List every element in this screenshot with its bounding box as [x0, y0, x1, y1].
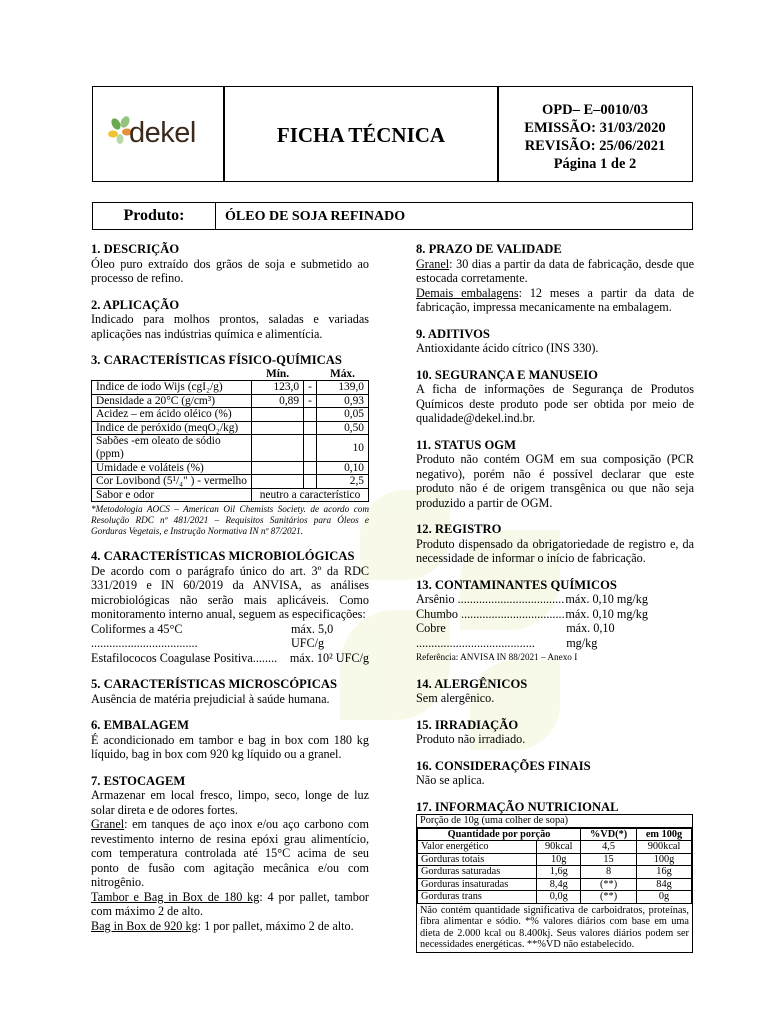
reference-note: Referência: ANVISA IN 88/2021 – Anexo I	[416, 652, 578, 662]
nutrient-name: Gorduras trans	[418, 891, 537, 904]
section-registro	[416, 522, 694, 566]
section-title: 14. ALERGÊNICOS	[416, 676, 528, 691]
min-value	[252, 421, 304, 435]
min-value: 0,89	[252, 394, 304, 408]
section-title: 12. REGISTRO	[416, 522, 502, 536]
table-row	[92, 475, 369, 489]
header-quantity: Quantidade por porção	[418, 828, 581, 841]
nutrient-quantity: 8,4g	[537, 878, 581, 891]
nutrient-name: Valor energético	[418, 841, 537, 854]
section-descricao	[91, 242, 369, 286]
range-dash: -	[304, 394, 317, 408]
section-ogm	[416, 438, 694, 511]
nutrient-per-100g: 16g	[637, 866, 692, 879]
table-row	[92, 408, 369, 422]
section-text: É acondicionado em tambor e bag in box com 180 kg líquido, bag in box com 920 kg líquido ou a granel.	[91, 732, 369, 762]
section-consideracoes	[416, 759, 694, 788]
contaminant-label: Chumbo ..................................	[416, 606, 565, 621]
sabor-value: neutro a característico	[252, 488, 369, 502]
product-label: Produto:	[93, 203, 216, 229]
table-row	[92, 394, 369, 408]
granel-label: Granel	[91, 817, 125, 832]
col-min-header: Mín.	[265, 367, 290, 380]
section-text: Óleo puro extraído dos grãos de soja e submetido ao processo de refino.	[91, 256, 369, 285]
section-title: 1. DESCRIÇÃO	[91, 242, 180, 256]
section-title: 16. CONSIDERAÇÕES FINAIS	[416, 758, 591, 773]
spec-line	[91, 651, 369, 666]
spec-line	[91, 622, 369, 651]
contaminant-value: máx. 0,10 mg/kg	[566, 621, 615, 650]
nutrition-facts-box	[416, 814, 693, 953]
section-text: A ficha de informações de Segurança de Produtos Químicos deste produto pode ser obtida por meio de qualidade@dekel.ind.br.	[416, 382, 694, 425]
product-name: ÓLEO DE SOJA REFINADO	[225, 209, 406, 224]
document-header	[92, 86, 693, 182]
contaminant-value: máx. 0,10 mg/kg	[565, 592, 648, 606]
section-aplicacao	[91, 298, 369, 342]
document-code: OPD– E–0010/03	[542, 102, 648, 118]
demais-paragraph	[416, 286, 694, 315]
nutrient-quantity: 90kcal	[537, 841, 581, 854]
bag-text: : 1 por pallet, máximo 2 de alto.	[197, 918, 354, 933]
section-seguranca	[416, 368, 694, 426]
section-text: Produto não contém OGM em sua composição (PCR negativo), porém não é possível declarar que este produto não é de origem transgênica ou que não seja produzido a partir de OGM.	[416, 452, 694, 510]
max-value: 2,5	[316, 475, 368, 489]
spec-label: Coliformes a 45°C ...................................	[91, 621, 198, 651]
min-value	[252, 435, 304, 461]
max-value: 139,0	[316, 381, 368, 395]
table-row	[418, 878, 692, 891]
min-value	[252, 475, 304, 489]
nutrient-per-100g: 84g	[637, 878, 692, 891]
methodology-note: *Metodologia AOCS – American Oil Chemists Society. de acordo com Resolução RDC nº 481/2021 – Requisitos Sanitários para Óleos e Gorduras Vegetais, e Instrução Normativa IN nº 87/2021.	[91, 504, 369, 537]
demais-label: Demais embalagens	[416, 285, 519, 300]
granel-text: : em tanques de aço inox e/ou aço carbono com revestimento interno de resina epóxi grau alimentício, com temperatura controlada até 15°C acima de seu ponto de fusão com agitação mecânica e/ou com nitrogênio.	[91, 817, 369, 890]
section-text: De acordo com o parágrafo único do art. 3º da RDC 331/2019 e IN 60/2019 da ANVISA, as análises microbiológicas não serão mais aplicáveis. Como monitoramento interno anual, seguem as especificações:	[91, 563, 369, 622]
section-text: Não se aplica.	[416, 773, 485, 787]
table-row	[418, 891, 692, 904]
spec-value: máx. 10² UFC/g	[289, 650, 369, 665]
range-dash	[304, 475, 317, 489]
nutrient-vd: (**)	[581, 891, 637, 904]
section-title: 6. EMBALAGEM	[91, 718, 189, 733]
tambor-text: : 4 por pallet, tambor com máximo 2 de alto.	[91, 889, 369, 919]
contaminant-line	[416, 621, 648, 650]
granel-paragraph	[416, 257, 694, 286]
range-dash	[304, 435, 317, 461]
param-label: Sabões -em oleato de sódio (ppm)	[92, 435, 252, 461]
section-title: 11. STATUS OGM	[416, 437, 516, 452]
max-value: 10	[316, 435, 368, 461]
section-text: Ausência de matéria prejudicial à saúde humana.	[91, 691, 330, 706]
table-row	[92, 421, 369, 435]
max-value: 0,50	[316, 421, 368, 435]
portion-size: Porção de 10g (uma colher de sopa)	[417, 815, 692, 828]
nutrient-per-100g: 100g	[637, 853, 692, 866]
document-control-info	[498, 101, 692, 173]
product-bar	[92, 202, 693, 230]
section-estocagem	[91, 774, 369, 934]
header-vd: %VD(*)	[581, 828, 637, 841]
section-title: 13. CONTAMINANTES QUÍMICOS	[416, 577, 617, 592]
section-title: 7. ESTOCAGEM	[91, 773, 186, 788]
section-text: Indicado para molhos prontos, saladas e variadas aplicações nas indústrias química e alimentícia.	[91, 312, 369, 341]
document-title: FICHA TÉCNICA	[276, 122, 446, 147]
section-contaminantes	[416, 578, 694, 665]
section-title: 4. CARACTERÍSTICAS MICROBIOLÓGICAS	[91, 549, 355, 564]
table-row	[418, 841, 692, 854]
tambor-label: Tambor e Bag in Box de 180 kg	[91, 889, 260, 904]
granel-text: : 30 dias a partir da data de fabricação, desde que estocada corretamente.	[416, 256, 694, 285]
dekel-logo	[107, 115, 207, 155]
emission-date: EMISSÃO: 31/03/2020	[524, 120, 666, 136]
physicochemical-table	[91, 368, 369, 503]
max-value: 0,93	[316, 394, 368, 408]
section-aditivos	[416, 327, 694, 356]
bag-paragraph	[91, 919, 369, 934]
range-dash	[304, 461, 317, 475]
section-title: 3. CARACTERÍSTICAS FÍSICO-QUÍMICAS	[91, 353, 342, 367]
nutrient-vd: 8	[581, 866, 637, 879]
param-label: Acidez – em ácido oléico (%)	[92, 408, 252, 422]
nutrition-table	[417, 828, 692, 904]
section-title: 10. SEGURANÇA E MANUSEIO	[416, 367, 598, 382]
section-nutricional	[416, 800, 694, 953]
range-dash	[304, 408, 317, 422]
section-title: 2. APLICAÇÃO	[91, 297, 180, 312]
nutrient-vd: (**)	[581, 878, 637, 891]
spec-label: Estafilococos Coagulase Positiva........	[91, 650, 278, 665]
spec-value: máx. 5,0 UFC/g	[290, 621, 334, 651]
min-value: 123,0	[252, 381, 304, 395]
nutrient-vd: 15	[581, 853, 637, 866]
nutrient-quantity: 10g	[537, 853, 581, 866]
section-alergenicos	[416, 677, 694, 706]
param-label: Índice de peróxido (meqO₂/kg)	[92, 421, 252, 435]
section-validade	[416, 242, 694, 315]
nutrition-footnote: Não contém quantidade significativa de carboidratos, proteínas, fibra alimentar e sódio. *% valores diários com base em uma dieta de 2.000 kcal ou 8.400kj. Seus valores diários podem ser necessidades energéticas. **%VD não estabelecido.	[420, 904, 689, 950]
revision-date: REVISÃO: 25/06/2021	[524, 138, 666, 154]
max-value: 0,10	[316, 461, 368, 475]
bag-label: Bag in Box de 920 kg	[91, 918, 198, 933]
section-embalagem	[91, 718, 369, 762]
min-value	[252, 461, 304, 475]
section-text: Sem alergênico.	[416, 691, 495, 705]
left-column	[91, 242, 369, 945]
contaminant-line	[416, 592, 648, 607]
section-title: 5. CARACTERÍSTICAS MICROSCÓPICAS	[91, 677, 337, 692]
table-row	[418, 853, 692, 866]
table-row	[92, 461, 369, 475]
contaminant-label: Cobre .......................................	[416, 621, 535, 650]
max-value: 0,05	[316, 408, 368, 422]
page-number: Página 1 de 2	[553, 156, 637, 172]
param-label: Densidade a 20°C (g/cm³)	[92, 394, 252, 408]
contaminant-label: Arsênio ...................................	[416, 592, 565, 606]
contaminant-value: máx. 0,10 mg/kg	[565, 606, 648, 621]
section-text: Armazenar em local fresco, limpo, seco, longe de luz solar direta e de odores fortes.	[91, 788, 369, 817]
col-max-header: Máx.	[329, 367, 355, 380]
section-title: 15. IRRADIAÇÃO	[416, 717, 519, 732]
tambor-paragraph	[91, 890, 369, 919]
table-row	[418, 866, 692, 879]
section-fisico-quimicas	[91, 353, 369, 537]
nutrient-name: Gorduras insaturadas	[418, 878, 537, 891]
nutrient-per-100g: 900kcal	[637, 841, 692, 854]
section-microscopicas	[91, 677, 369, 706]
range-dash: -	[304, 381, 317, 395]
right-column	[416, 242, 694, 953]
table-row	[92, 435, 369, 461]
nutrient-quantity: 1,6g	[537, 866, 581, 879]
param-label: Cor Lovibond (5¹/₄" ) - vermelho	[92, 475, 252, 489]
section-irradiacao	[416, 718, 694, 747]
param-label: Umidade e voláteis (%)	[92, 461, 252, 475]
table-row	[92, 381, 369, 395]
section-title: 9. ADITIVOS	[416, 326, 490, 341]
granel-paragraph	[91, 817, 369, 890]
nutrient-name: Gorduras saturadas	[418, 866, 537, 879]
nutrient-name: Gorduras totais	[418, 853, 537, 866]
section-microbiologicas	[91, 549, 369, 665]
section-text: Produto dispensado da obrigatoriedade de registro e, da necessidade de informar o início de fabricação.	[416, 536, 694, 565]
header-100g: em 100g	[637, 828, 692, 841]
nutrient-per-100g: 0g	[637, 891, 692, 904]
section-text: Produto não irradiado.	[416, 732, 526, 746]
param-label: Índice de iodo Wijs (cgI₂/g)	[92, 381, 252, 395]
logo-wordmark: dekel	[129, 117, 196, 149]
section-title: 17. INFORMAÇÃO NUTRICIONAL	[416, 799, 619, 814]
nutrient-quantity: 0,0g	[537, 891, 581, 904]
range-dash	[304, 421, 317, 435]
section-title: 8. PRAZO DE VALIDADE	[416, 242, 562, 256]
contaminant-line	[416, 607, 648, 622]
min-value	[252, 408, 304, 422]
demais-text: : 12 meses a partir da data de fabricação, impressa mecanicamente na embalagem.	[416, 285, 694, 314]
nutrient-vd: 4,5	[581, 841, 637, 854]
granel-label: Granel	[416, 256, 450, 271]
section-text: Antioxidante ácido cítrico (INS 330).	[416, 341, 599, 355]
sabor-label: Sabor e odor	[92, 488, 252, 502]
